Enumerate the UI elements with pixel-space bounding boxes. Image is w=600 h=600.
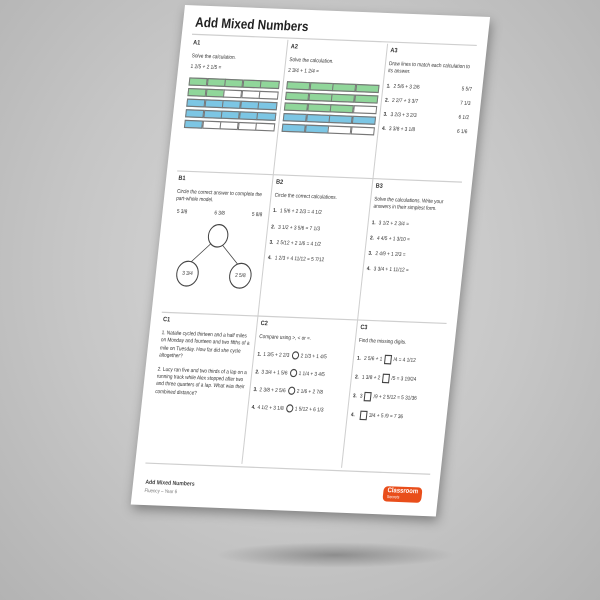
calculation-part: /4 = 4 1/12: [393, 356, 417, 364]
item-number: 2.: [369, 234, 375, 241]
section-b1: [164, 175, 268, 310]
footer-subtitle: Fluency – Year 6: [144, 487, 178, 495]
item-number: 3.: [383, 111, 388, 118]
calculation-text: 3 1/2 + 2 3/4 =: [378, 219, 410, 227]
fraction-bar: [186, 98, 276, 110]
calculation-text: 2 5/12 + 2 1/6 = 4 1/2: [276, 239, 322, 247]
calculation-row: [368, 250, 454, 261]
comparison-right: 1 5/12 + 6 1/3: [294, 405, 324, 413]
part-value: 3 3/4: [182, 269, 194, 277]
missing-digit-row: [350, 411, 436, 424]
match-row: [383, 111, 469, 122]
calculation-part: 2 5/6 + 1: [363, 355, 383, 363]
section-a2: [281, 43, 382, 137]
calculation-part: /5 = 3 19/24: [391, 375, 417, 383]
calculation-text: 2 4/9 + 1 2/3 =: [375, 250, 406, 258]
item-number: 4.: [350, 411, 356, 418]
calculation: 2 3/4 + 1 2/4 =: [287, 67, 320, 75]
missing-digit-box[interactable]: [364, 392, 372, 402]
calculation-row: [371, 219, 457, 230]
match-answer: 5 5/7: [461, 85, 473, 92]
item-number: 1.: [371, 219, 377, 226]
calculation-part: /9 + 2 5/12 = 5 31/36: [373, 393, 418, 402]
match-calculation: [386, 82, 420, 91]
item-number: 3.: [368, 250, 373, 257]
section-c3: [349, 324, 446, 433]
comparison-list: [251, 350, 349, 415]
part-whole-model: [166, 220, 263, 294]
calculation-text: 1 5/6 + 2 2/3 = 4 1/2: [279, 208, 323, 216]
section-label: C1: [162, 316, 171, 324]
instruction: Solve the calculations. Write your answers in their simplest form.: [373, 196, 444, 212]
sheet-shadow: [215, 542, 455, 568]
section-b2: [267, 179, 368, 274]
answer-option[interactable]: 5 3/8: [176, 207, 188, 215]
match-answer: 6 1/2: [458, 114, 470, 121]
missing-digit-row: [352, 392, 438, 405]
calculation-part: 3: [359, 393, 363, 400]
footer-divider: [145, 462, 430, 474]
section-label: C2: [260, 320, 269, 328]
section-label: B3: [375, 182, 384, 191]
calculation-text: 3 1/2 + 3 5/6 = 7 1/3: [277, 223, 321, 232]
item-number: 3.: [269, 238, 274, 245]
comparison-left: 4 1/2 + 3 1/8: [257, 404, 285, 411]
fraction-bar: [184, 120, 274, 132]
item-number: 2.: [354, 374, 360, 381]
missing-digit-box[interactable]: [359, 411, 367, 421]
worksheet-page: [131, 5, 490, 516]
calculation-part: 1 3/8 + 2: [361, 374, 381, 382]
answer-option[interactable]: 6 3/8: [214, 209, 226, 216]
comparison-circle[interactable]: [287, 387, 295, 396]
comparison-left: 3 3/4 + 1 5/6: [261, 368, 288, 376]
calculation-row[interactable]: [271, 223, 363, 234]
comparison-row: [253, 386, 345, 398]
match-calculation: [383, 111, 417, 120]
section-label: A1: [192, 39, 201, 47]
match-row: [386, 82, 472, 93]
comparison-right: 2 1/6 + 2 7/8: [296, 387, 324, 395]
match-answer: 7 1/3: [459, 99, 471, 106]
section-label: A2: [290, 43, 299, 51]
calculation-list: [366, 219, 457, 276]
comparison-right: 1 1/4 + 3 4/5: [298, 370, 326, 378]
missing-digit-box[interactable]: [382, 374, 390, 384]
comparison-row: [255, 368, 347, 380]
match-answer: 6 1/6: [456, 128, 468, 135]
item-number: 3.: [253, 386, 258, 393]
fraction-bar: [286, 81, 378, 93]
section-c2: [250, 320, 352, 424]
item-number: 2.: [384, 96, 390, 103]
answer-options: [176, 208, 262, 219]
calculation: 1 2/5 + 2 1/5 =: [190, 63, 222, 71]
footer-title: Add Mixed Numbers: [144, 479, 195, 489]
comparison-row: [251, 403, 343, 415]
fraction-bar: [282, 123, 374, 135]
section-label: A3: [390, 47, 398, 55]
item-number: 2.: [270, 223, 276, 230]
item-number: 2.: [255, 368, 260, 375]
match-calculation: [382, 125, 416, 134]
calculation-list: [267, 208, 364, 265]
fraction-bar: [284, 102, 376, 114]
answer-option[interactable]: 5 8/8: [251, 210, 263, 218]
worksheet-title: Add Mixed Numbers: [194, 16, 310, 35]
calculation-text: 3 2/3 + 3 2/3: [390, 111, 417, 119]
calculation-row[interactable]: [269, 239, 361, 250]
comparison-right: 2 1/3 + 1 4/5: [300, 352, 328, 360]
missing-digit-box[interactable]: [384, 355, 392, 365]
instruction: Solve the calculation.: [191, 52, 237, 61]
instruction: Circle the correct answer to complete the part-whole model.: [175, 188, 263, 204]
section-label: B2: [275, 178, 284, 187]
calculation-text: 1 2/3 + 4 11/12 = 5 7/12: [274, 254, 325, 263]
missing-digit-row: [356, 354, 442, 367]
instruction: Find the missing digits.: [358, 337, 407, 346]
calculation-part: 3/4 + 5 /9 = 7 36: [368, 412, 404, 420]
fraction-bar: [283, 113, 375, 125]
calculation-text: 2 2/7 + 3 3/7: [391, 96, 419, 104]
calculation-row[interactable]: [267, 254, 359, 265]
missing-digit-row: [354, 373, 440, 386]
item-number: 1.: [257, 350, 262, 357]
section-a3: [381, 47, 476, 143]
item-number: 4.: [251, 403, 256, 410]
logo-text: Classroom: [387, 487, 419, 496]
instruction: Solve the calculation.: [289, 56, 334, 65]
comparison-circle[interactable]: [291, 352, 299, 361]
word-problem: 1. Natalie cycled thirteen and a half miles on Monday and fourteen and two fifths of a mile on Tuesday. How far did she cycle altogether?: [158, 329, 250, 359]
matching-list: [382, 82, 473, 136]
item-number: 3.: [352, 393, 358, 400]
logo-subtext: Secrets: [386, 494, 400, 500]
item-number: 4.: [267, 254, 273, 261]
fraction-bar: [285, 92, 377, 104]
match-calculation: [385, 97, 419, 106]
brand-logo: [382, 486, 422, 503]
item-number: 1.: [272, 207, 278, 214]
section-c1: [155, 316, 253, 398]
fraction-bar: [185, 109, 275, 121]
section-b3: [365, 183, 461, 285]
match-row: [382, 125, 468, 136]
word-problem: 2. Lucy ran five and two thirds of a lap on a running track while Alex stopped after two and three quarters of a lap. What was their combined distance?: [155, 366, 248, 396]
fraction-bar: [187, 88, 277, 100]
calculation-row: [366, 266, 452, 277]
section-label: C3: [359, 324, 368, 332]
calculation-text: 3 3/8 + 3 1/8: [388, 125, 416, 133]
section-a1: [184, 40, 283, 134]
match-row: [385, 97, 471, 108]
instruction: Circle the correct calculations.: [274, 192, 338, 201]
calculation-text: 2 5/6 + 3 2/6: [393, 82, 421, 90]
missing-digit-list: [350, 354, 443, 423]
instruction: Compare using >, < or =.: [258, 333, 312, 342]
fraction-bar: [189, 77, 279, 89]
comparison-circle[interactable]: [285, 405, 293, 414]
comparison-circle[interactable]: [289, 369, 297, 378]
section-label: B1: [178, 175, 186, 183]
item-number: 4.: [366, 265, 371, 272]
comparison-left: 2 3/8 + 2 5/6: [259, 386, 286, 394]
item-number: 1.: [356, 355, 362, 362]
calculation-text: 3 3/4 + 1 11/12 =: [373, 265, 410, 274]
calculation-row: [370, 235, 456, 246]
item-number: 4.: [381, 125, 387, 132]
part-value: 2 5/8: [234, 271, 246, 279]
instruction: Draw lines to match each calculation to its answer.: [387, 60, 471, 75]
calculation-row[interactable]: [272, 208, 364, 219]
comparison-left: 1 3/5 + 2 2/3: [263, 351, 290, 358]
comparison-row: [257, 350, 349, 362]
calculation-text: 4 4/5 + 1 3/10 =: [376, 234, 411, 242]
item-number: 1.: [386, 82, 391, 89]
